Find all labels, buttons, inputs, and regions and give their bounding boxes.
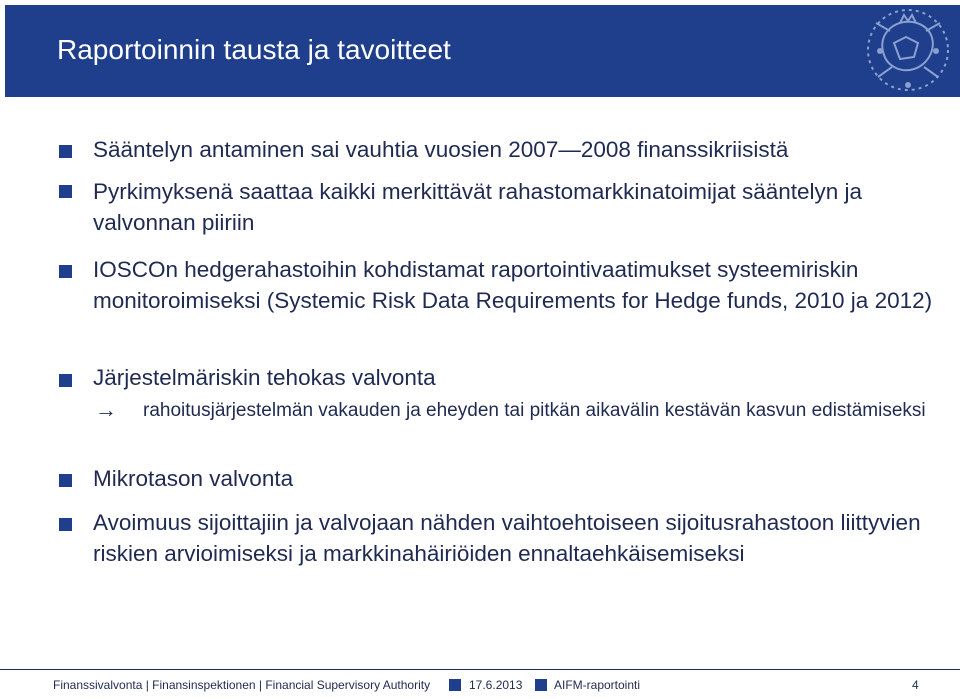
square-bullet-icon xyxy=(59,518,72,531)
lion-emblem-icon xyxy=(856,3,960,97)
page-number: 4 xyxy=(912,678,919,692)
square-bullet-icon xyxy=(59,265,72,278)
square-bullet-icon xyxy=(59,374,72,387)
square-bullet-icon xyxy=(449,679,461,691)
sub-bullet-item: rahoitusjärjestelmän vakauden ja eheyden tai pitkän aikavälin kestävän kasvun edistämiseksi xyxy=(143,400,926,421)
square-bullet-icon xyxy=(535,679,547,691)
page-title: Raportoinnin tausta ja tavoitteet xyxy=(57,34,451,65)
footer-date: 17.6.2013 xyxy=(469,678,523,692)
bullet-item: Pyrkimyksenä saattaa kaikki merkittävät rahastomarkkinatoimijat sääntelyn ja valvonnan piiriin xyxy=(93,179,863,235)
footer-topic: AIFM-raportointi xyxy=(554,678,641,692)
bullet-item: Järjestelmäriskin tehokas valvonta xyxy=(93,365,436,390)
square-bullet-icon xyxy=(59,474,72,487)
bullet-item: IOSCOn hedgerahastoihin kohdistamat raportointivaatimukset systeemiriskin monitoroimiseksi (Systemic Risk Data Requirements for Hedge funds, 2010 ja 2012) xyxy=(93,257,933,313)
footer-divider xyxy=(0,669,960,670)
bullet-item: Avoimuus sijoittajiin ja valvojaan nähden vaihtoehtoiseen sijoitusrahastoon liittyvien riskien arvioimiseksi ja markkinahäiriöiden ennaltaehkäisemiseksi xyxy=(93,510,921,566)
footer xyxy=(0,677,960,693)
bullet-item: Mikrotason valvonta xyxy=(93,466,294,491)
square-bullet-icon xyxy=(59,185,72,198)
bullet-item: Sääntelyn antaminen sai vauhtia vuosien 2007—2008 finanssikriisistä xyxy=(93,137,789,162)
footer-organization: Finanssivalvonta | Finansinspektionen | Financial Supervisory Authority xyxy=(53,678,431,692)
arrow-icon: → xyxy=(95,397,117,422)
square-bullet-icon xyxy=(59,145,72,158)
